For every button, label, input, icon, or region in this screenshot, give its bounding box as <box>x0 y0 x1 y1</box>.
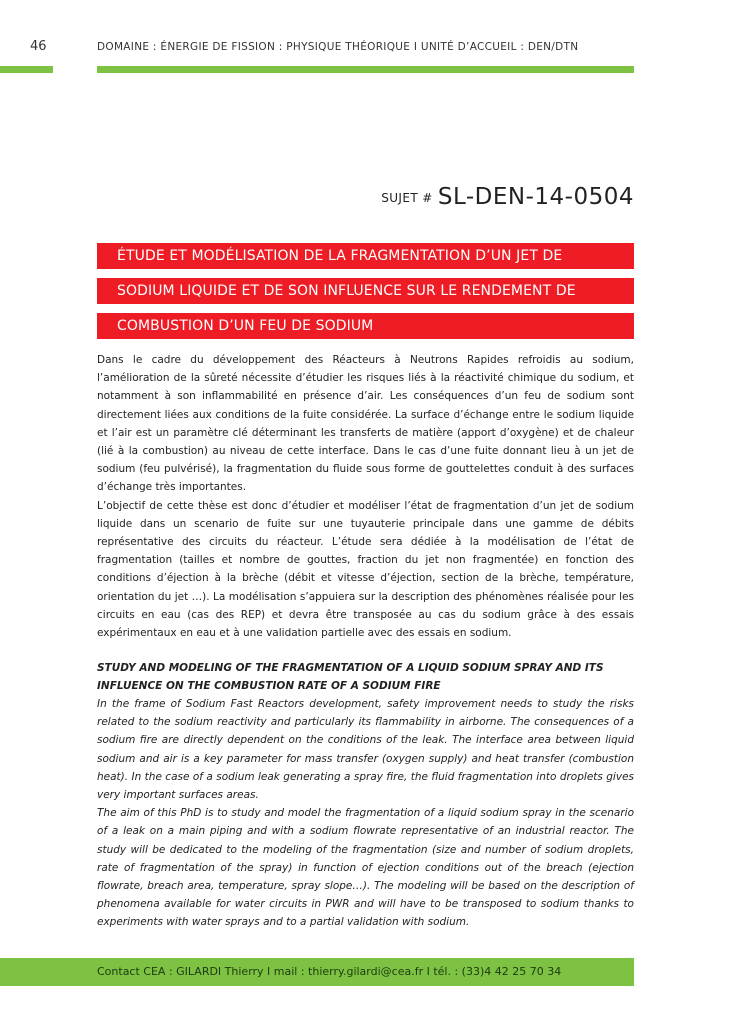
english-paragraph-1: In the frame of Sodium Fast Reactors development, safety improvement needs to study the risks related to the sodium reactivity and particularly its flammability in airborne. The consequences of a sodium fire are directly dependent on the conditions of the leak. The interface area between liquid sodium and air is a key parameter for mass transfer (oxygen supply) and heat transfer (combustion heat). In the case of a sodium leak generating a spray fire, the fluid fragmentation into droplets gives very important surfaces areas. <box>97 698 634 802</box>
header-accent-bar-left <box>0 66 53 73</box>
page-number: 46 <box>30 39 47 54</box>
footer-contact-bar <box>0 958 634 986</box>
french-title-line-2: SODIUM LIQUIDE ET DE SON INFLUENCE SUR LE RENDEMENT DE <box>97 278 634 304</box>
english-title: STUDY AND MODELING OF THE FRAGMENTATION OF A LIQUID SODIUM SPRAY AND ITS INFLUENCE ON THE COMBUSTION RATE OF A SODIUM FIRE <box>97 662 604 693</box>
subject-code: SL-DEN-14-0504 <box>437 184 634 210</box>
footer-contact-text: Contact CEA : GILARDI Thierry I mail : thierry.gilardi@cea.fr I tél. : (33)4 42 25 70 34 <box>97 965 562 978</box>
header-domain-line: DOMAINE : ÉNERGIE DE FISSION : PHYSIQUE THÉORIQUE I UNITÉ D’ACCUEIL : DEN/DTN <box>97 41 579 53</box>
subject-reference <box>381 184 634 210</box>
subject-prefix: SUJET # <box>381 191 433 205</box>
french-title-line-1: ÉTUDE ET MODÉLISATION DE LA FRAGMENTATION D’UN JET DE <box>97 243 634 269</box>
english-abstract <box>97 695 634 932</box>
header-accent-bar-right <box>97 66 634 73</box>
french-paragraph-2: L’objectif de cette thèse est donc d’étudier et modéliser l’état de fragmentation d’un jet de sodium liquide dans un scenario de fuite sur une tuyauterie principale dans une gamme de débits représentative des circuits du réacteur. L’étude sera dédiée à la modélisation de l’état de fragmentation (tailles et nombre de gouttes, fraction du jet non fragmentée) en fonction des conditions d’éjection à la brèche (débit et vitesse d’éjection, section de la brèche, température, orientation du jet …). La modélisation s’appuiera sur la description des phénomènes réalisée pour les circuits en eau (cas des REP) et devra être transposée au cas du sodium grâce à des essais expérimentaux en eau et à une validation partielle avec des essais en sodium. <box>97 499 634 640</box>
french-paragraph-1: Dans le cadre du développement des Réacteurs à Neutrons Rapides refroidis au sodium, l’amélioration de la sûreté nécessite d’étudier les risques liés à la réactivité chimique du sodium, et notamment à son inflammabilité en présence d’air. Les conséquences d’un feu de sodium sont directement liées aux conditions de la fuite considérée. La surface d’échange entre le sodium liquide et l’air est un paramètre clé déterminant les transferts de matière (apport d’oxygène) et de chaleur (lié à la combustion) au niveau de cette interface. Dans le cas d’une fuite donnant lieu à un jet de sodium (feu pulvérisé), la fragmentation du fluide sous forme de gouttelettes conduit à des surfaces d’échange très importantes. <box>97 354 634 494</box>
french-abstract <box>97 351 634 642</box>
french-title-line-3: COMBUSTION D’UN FEU DE SODIUM <box>97 313 634 339</box>
english-paragraph-2: The aim of this PhD is to study and model the fragmentation of a liquid sodium spray in the scenario of a leak on a main piping and with a sodium flowrate representative of an industrial reactor. The study will be dedicated to the modeling of the fragmentation (size and number of sodium droplets, rate of fragmentation of the spray) in function of ejection conditions out of the breach (ejection flowrate, breach area, temperature, spray slope…). The modeling will be based on the description of phenomena available for water circuits in PWR and will have to be transposed to sodium thanks to experiments with water sprays and to a partial validation with sodium. <box>97 807 634 929</box>
